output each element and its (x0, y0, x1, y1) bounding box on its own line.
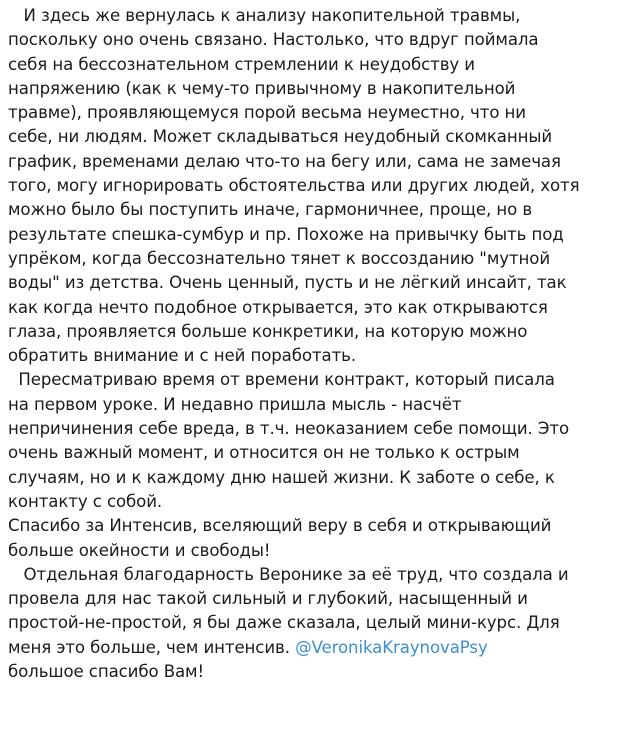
message-line: большое спасибо Вам! (8, 662, 205, 682)
message-line: провела для нас такой сильный и глубокий, насыщенный и (8, 589, 528, 609)
message-line: Спасибо за Интенсив, вселяющий веру в себя и открывающий (8, 516, 552, 536)
message-line: на первом уроке. И недавно пришла мысль - насчёт (8, 394, 462, 414)
message-line: обратить внимание и с ней поработать. (8, 346, 356, 366)
message-line: воды" из детства. Очень ценный, пусть и не лёгкий инсайт, так (8, 273, 567, 293)
message-line: больше окейности и свободы! (8, 540, 271, 560)
message-line: себе, ни людям. Может складываться неудобный скомканный (8, 127, 553, 147)
message-line: очень важный момент, и относится он не только к острым (8, 443, 520, 463)
message-line: И здесь же вернулась к анализу накопительной травмы, (8, 6, 521, 25)
message-line: как когда нечто подобное открывается, это как открываются (8, 297, 548, 317)
message-line: результате спешка-сумбур и пр. Похоже на привычку быть под (8, 224, 564, 244)
message-line: того, могу игнорировать обстоятельства или других людей, хотя (8, 176, 580, 196)
message-line: Пересматриваю время от времени контракт, который писала (8, 370, 555, 390)
message-line: непричинения себе вреда, в т.ч. неоказанием себе помощи. Это (8, 419, 569, 439)
message-line: травме), проявляющемуся порой весьма неуместно, что ни (8, 103, 526, 123)
message-line: себя на бессознательном стремлении к неудобству и (8, 54, 475, 74)
message-line: глаза, проявляется больше конкретики, на которую можно (8, 321, 528, 341)
message-line: график, временами делаю что-то на бегу или, сама не замечая (8, 151, 561, 171)
message-text (8, 4, 620, 684)
message-line: случаям, но и к каждому дню нашей жизни. К заботе о себе, к (8, 467, 555, 487)
message-line-with-mention (8, 636, 620, 660)
message-line: напряжению (как к чему-то привычному в накопительной (8, 78, 516, 98)
user-mention-link[interactable]: @VeronikaKraynovaPsy (295, 637, 488, 657)
message-line: можно было бы поступить иначе, гармоничнее, проще, но в (8, 200, 533, 220)
message-line: контакту с собой. (8, 491, 163, 511)
message-line-text: меня это больше, чем интенсив. (8, 637, 296, 657)
message-line: упрёком, когда бессознательно тянет к воссозданию "мутной (8, 248, 551, 268)
message-line: Отдельная благодарность Веронике за её труд, что создала и (8, 564, 569, 584)
message-line: поскольку оно очень связано. Настолько, что вдруг поймала (8, 30, 539, 50)
message-line: простой-не-простой, я бы даже сказала, целый мини-курс. Для (8, 613, 560, 633)
